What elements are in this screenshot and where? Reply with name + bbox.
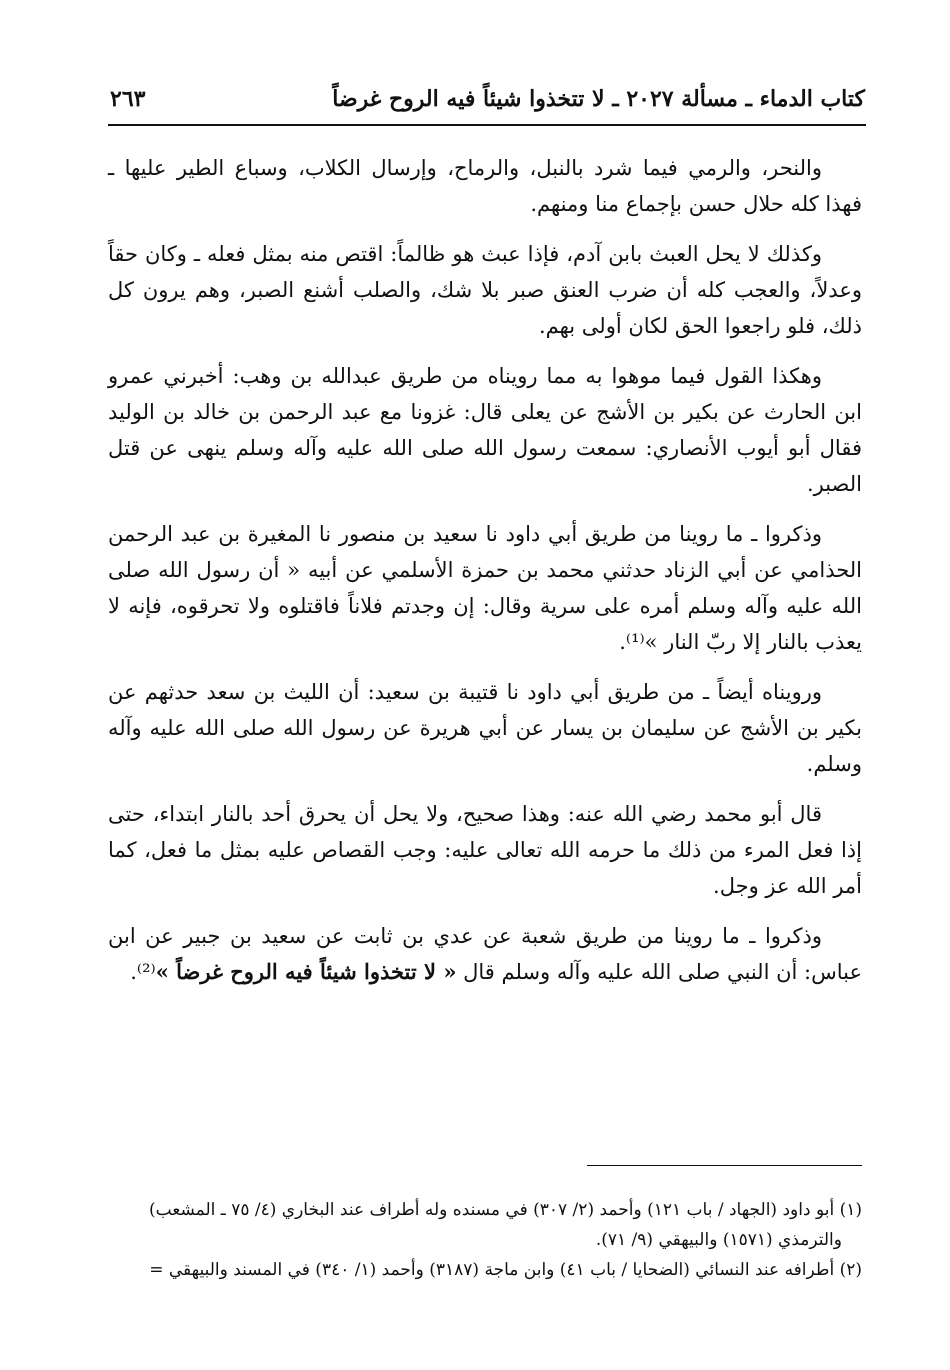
paragraph-2: وكذلك لا يحل العبث بابن آدم، فإذا عبث هو ظالماً: اقتص منه بمثل فعله ـ وكان حقاً وعدلاً، والعجب كله أن ضرب العنق صبر بلا شك، والصلب أشنع الصبر، وهم يرون كل ذلك، فلو راجعوا الحق لكان أولى بهم.	[108, 242, 862, 338]
paragraph-4: وذكروا ـ ما روينا من طريق أبي داود نا سعيد بن منصور نا المغيرة بن عبد الرحمن الحذامي عن أبي الزناد حدثني محمد بن حمزة الأسلمي عن أبيه « أن رسول الله صلى الله عليه وآله وسلم أمره على سرية وقال: إن وجدتم فلاناً فاقتلوه ولا تحرقوه، فإنه لا يعذب بالنار إلا ربّ النار »⁽¹⁾.	[108, 522, 862, 654]
footnotes	[100, 1195, 862, 1285]
paragraph-5: ورويناه أيضاً ـ من طريق أبي داود نا قتيبة بن سعيد: أن الليث بن سعد حدثهم عن بكير بن الأشج عن سليمان بن يسار عن أبي هريرة عن رسول الله صلى الله عليه وآله وسلم.	[108, 680, 862, 776]
footnote-1-line-1: (١) أبو داود (الجهاد / باب ١٢١) وأحمد (٢/ ٣٠٧) في مسنده وله أطراف عند البخاري (٤/ ٧٥ ـ المشعب)	[148, 1200, 862, 1220]
hadith-quote: « لا تتخذوا شيئاً فيه الروح غرضاً »	[155, 959, 457, 984]
footnote-ref-2: ⁽²⁾.	[130, 960, 156, 984]
running-title: كتاب الدماء ـ مسألة ٢٠٢٧ ـ لا تتخذوا شيئاً فيه الروح غرضاً	[332, 86, 865, 112]
paragraph-3: وهكذا القول فيما موهوا به مما رويناه من طريق عبدالله بن وهب: أخبرني عمرو ابن الحارث عن بكير بن الأشج عن يعلى قال: غزونا مع عبد الرحمن بن خالد بن الوليد فقال أبو أيوب الأنصاري: سمعت رسول الله صلى الله عليه وآله وسلم ينهى عن قتل الصبر.	[108, 364, 862, 496]
footnote-1-line-2: والترمذي (١٥٧١) والبيهقي (٩/ ٧١).	[595, 1230, 842, 1250]
header-rule	[108, 124, 866, 126]
paragraph-6: قال أبو محمد رضي الله عنه: وهذا صحيح، ولا يحل أن يحرق أحد بالنار ابتداء، حتى إذا فعل المرء من ذلك ما حرمه الله تعالى عليه: وجب القصاص عليه بمثل ما فعل، كما أمر الله عز وجل.	[108, 802, 862, 898]
page-number: ٢٦٣	[110, 86, 146, 112]
footnote-2-line-1: (٢) أطرافه عند النسائي (الضحايا / باب ٤١) وابن ماجة (٣١٨٧) وأحمد (١/ ٣٤٠) في المسند والبيهقي =	[149, 1260, 862, 1280]
main-text	[108, 150, 862, 1004]
paragraph-1: والنحر، والرمي فيما شرد بالنبل، والرماح، وإرسال الكلاب، وسباع الطير عليها ـ فهذا كله حلال حسن بإجماع منا ومنهم.	[108, 156, 862, 216]
paragraph-7-text: وذكروا ـ ما روينا من طريق شعبة عن عدي بن ثابت عن سعيد بن جبير عن ابن عباس: أن النبي صلى الله عليه وآله وسلم قال	[108, 924, 862, 984]
footnote-rule	[587, 1165, 862, 1166]
page-header	[110, 80, 865, 118]
paragraph-7	[108, 918, 862, 990]
